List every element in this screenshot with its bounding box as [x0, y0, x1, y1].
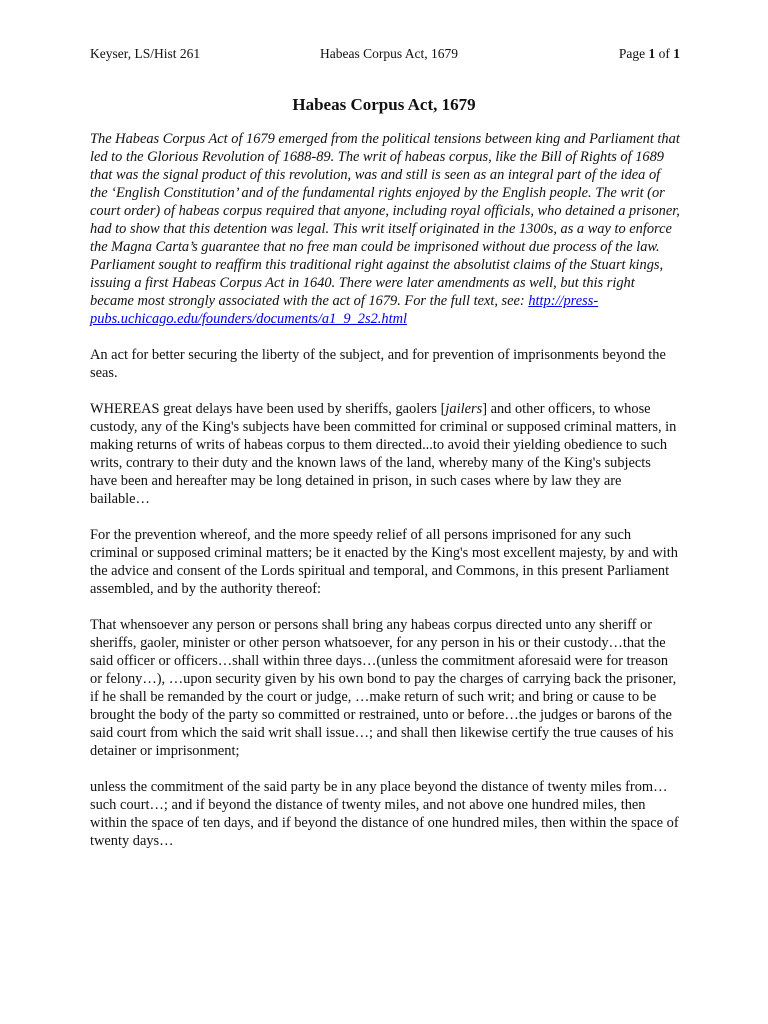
- page-header: [90, 46, 680, 64]
- intro-text: The Habeas Corpus Act of 1679 emerged from the political tensions between king and Parliament that led to the Glorious Revolution of 1688-89. The writ of habeas corpus, like the Bill of Rights of 1689 that was the signal product of this revolution, was and still is seen as an integral part of the idea of the ‘English Constitution’ and of the fundamental rights enjoyed by the English people. The writ (or court order) of habeas corpus required that anyone, including royal officials, who detained a prisoner, had to show that this detention was legal. This writ itself originated in the 1300s, as a way to enforce the Magna Carta’s guarantee that no free man could be imprisoned without due process of the law. Parliament sought to reaffirm this traditional right against the absolutist claims of the Stuart kings, issuing a first Habeas Corpus Act in 1640. There were later amendments as well, but this right became most strongly associated with the act of 1679. For the full text, see:: [90, 131, 680, 309]
- header-page-number: [619, 46, 680, 62]
- full-text-link[interactable]: http://press-pubs.uchicago.edu/founders/documents/a1_9_2s2.html: [90, 293, 599, 327]
- page-current: 1: [648, 46, 656, 61]
- document-body: [90, 130, 680, 868]
- page-total: 1: [673, 46, 680, 61]
- header-course: Keyser, LS/Hist 261: [90, 46, 201, 61]
- whereas-text-start: WHEREAS great delays have been used by sheriffs, gaolers [: [90, 401, 446, 417]
- jailers-gloss: jailers: [445, 401, 483, 417]
- page-of: of: [655, 46, 674, 61]
- intro-paragraph: [90, 130, 680, 328]
- header-document-title: Habeas Corpus Act, 1679: [320, 46, 458, 61]
- habeas-return-paragraph: That whensoever any person or persons shall bring any habeas corpus directed unto any sheriff or sheriffs, gaoler, minister or other person whatsoever, for any person in his or their custody…that the said officer or officers…shall within three days…(unless the commitment aforesaid were for treason or felony…), …upon security given by his own bond to pay the charges of carrying back the prisoner, if he shall be remanded by the court or judge, …make return of such writ; and bring or cause to be brought the body of the party so committed or restrained, unto or before…the judges or barons of the said court from which the said writ shall issue…; and shall then likewise certify the true causes of his detainer or imprisonment;: [90, 617, 677, 759]
- act-preamble: An act for better securing the liberty of the subject, and for prevention of imprisonments beyond the seas.: [90, 347, 666, 381]
- enactment-paragraph: For the prevention whereof, and the more speedy relief of all persons imprisoned for any such criminal or supposed criminal matters; be it enacted by the King's most excellent majesty, by and with the advice and consent of the Lords spiritual and temporal, and Commons, in this present Parliament assembled, and by the authority thereof:: [90, 527, 678, 597]
- whereas-paragraph: [90, 400, 680, 508]
- whereas-text-end: ] and other officers, to whose custody, any of the King's subjects have been committed for criminal or supposed criminal matters, in making returns of writs of habeas corpus to them directed...to avoid their yielding obedience to such writs, contrary to their duty and the known laws of the land, whereby many of the King's subjects have been and hereafter may be long detained in prison, in such cases where by law they are bailable…: [90, 401, 677, 507]
- distance-exception-paragraph: unless the commitment of the said party be in any place beyond the distance of twenty miles from…such court…; and if beyond the distance of twenty miles, and not above one hundred miles, then within the space of ten days, and if beyond the distance of one hundred miles, then within the space of twenty days…: [90, 779, 679, 849]
- document-title: Habeas Corpus Act, 1679: [292, 95, 476, 114]
- page-prefix: Page: [618, 46, 649, 61]
